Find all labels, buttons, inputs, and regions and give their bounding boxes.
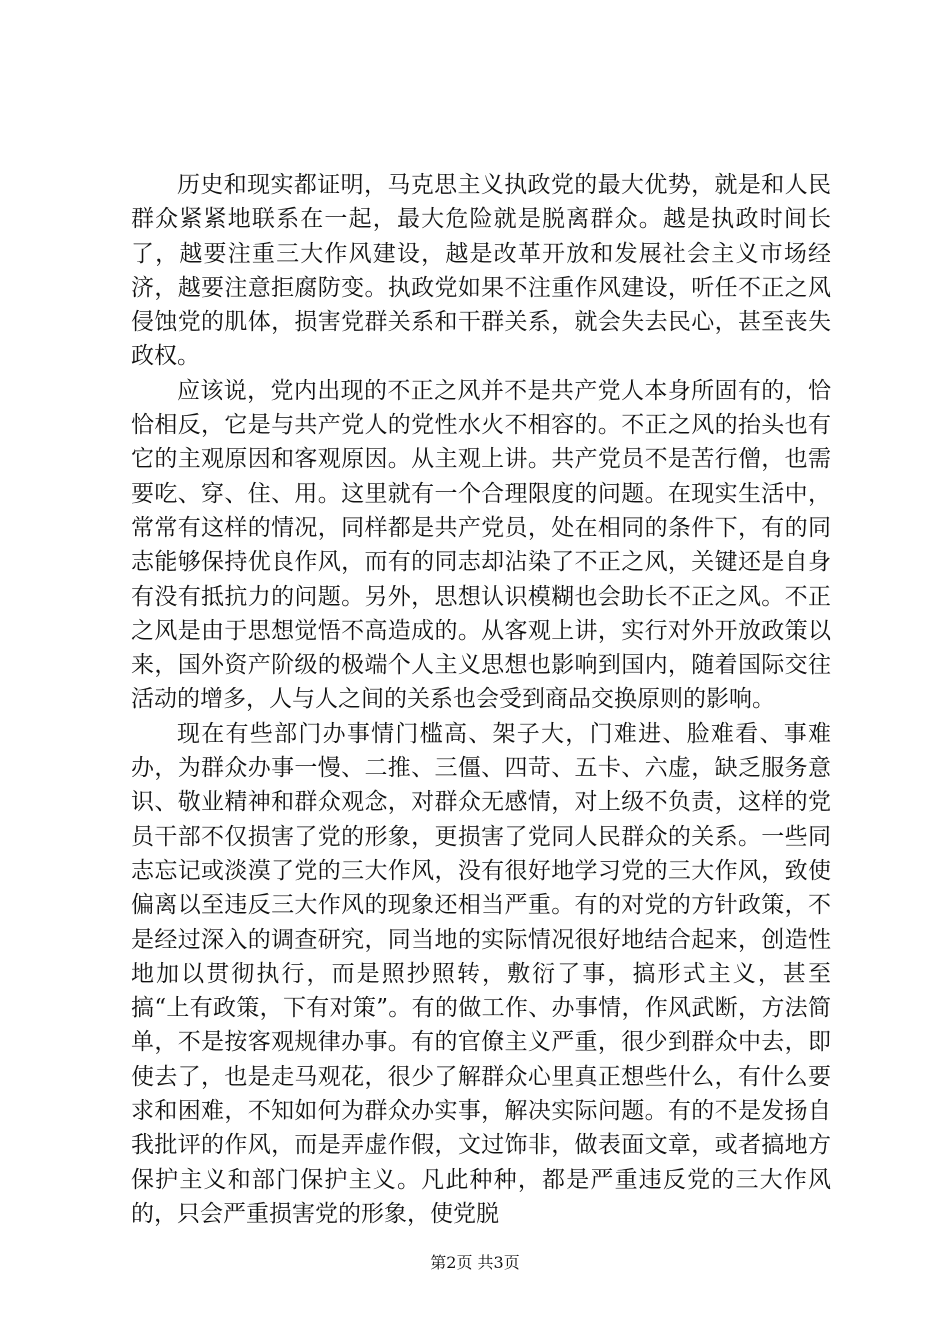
paragraph-1: 历史和现实都证明，马克思主义执政党的最大优势，就是和人民群众紧紧地联系在一起，最大危险就是脱离群众。越是执政时间长了，越要注重三大作风建设，越是改革开放和发展社会主义市场经济，越要注意拒腐防变。执政党如果不注重作风建设，听任不正之风侵蚀党的肌体，损害党群关系和干群关系，就会失去民心，甚至丧失政权。 [131,172,831,370]
paragraph-2: 应该说，党内出现的不正之风并不是共产党人本身所固有的，恰恰相反，它是与共产党人的党性水火不相容的。不正之风的抬头也有它的主观原因和客观原因。从主观上讲。共产党员不是苦行僧，也需要吃、穿、住、用。这里就有一个合理限度的问题。在现实生活中，常常有这样的情况，同样都是共产党员，处在相同的条件下，有的同志能够保持优良作风，而有的同志却沾染了不正之风，关键还是自身有没有抵抗力的问题。另外，思想认识模糊也会助长不正之风。不正之风是由于思想觉悟不高造成的。从客观上讲，实行对外开放政策以来，国外资产阶级的极端个人主义思想也影响到国内，随着国际交往活动的增多，人与人之间的关系也会受到商品交换原则的影响。 [131,377,831,713]
paragraph-3: 现在有些部门办事情门槛高、架子大，门难进、脸难看、事难办，为群众办事一慢、二推、三僵、四苛、五卡、六虚，缺乏服务意识、敬业精神和群众观念，对群众无感情，对上级不负责，这样的党员干部不仅损害了党的形象，更损害了党同人民群众的关系。一些同志忘记或淡漠了党的三大作风，没有很好地学习党的三大作风，致使偏离以至违反三大作风的现象还相当严重。有的对党的方针政策，不是经过深入的调查研究，同当地的实际情况很好地结合起来，创造性地加以贯彻执行，而是照抄照转，敷衍了事，搞形式主义，甚至搞“上有政策，下有对策”。有的做工作、办事情，作风武断，方法简单，不是按客观规律办事。有的官僚主义严重，很少到群众中去，即使去了，也是走马观花，很少了解群众心里真正想些什么，有什么要求和困难，不知如何为群众办实事，解决实际问题。有的不是发扬自我批评的作风，而是弄虚作假，文过饰非，做表面文章，或者搞地方保护主义和部门保护主义。凡此种种，都是严重违反党的三大作风的，只会严重损害党的形象，使党脱 [131,720,831,1227]
page-footer: 第2页 共3页 [430,1253,520,1272]
document-body [131,168,831,1231]
